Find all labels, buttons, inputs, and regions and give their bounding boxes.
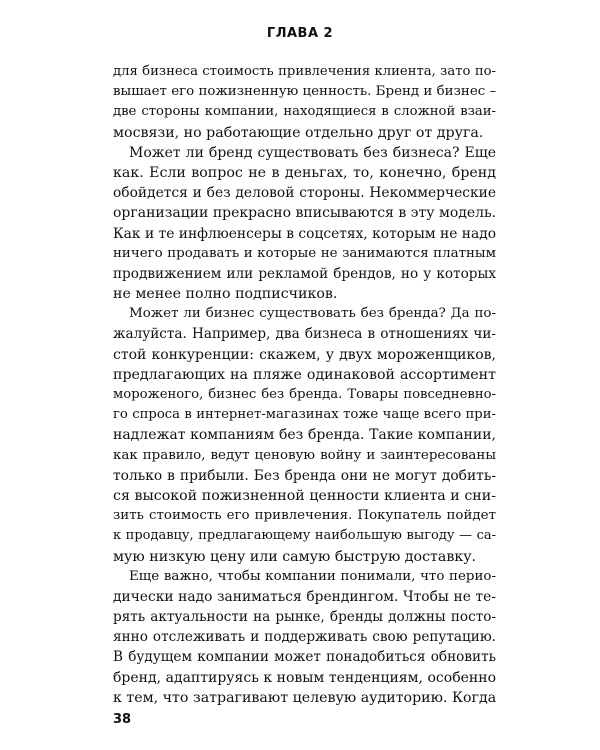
text-line: как. Если вопрос не в деньгах, то, конечно, бренд [113, 164, 496, 181]
text-line: обойдется и без деловой стороны. Некоммерческие [113, 185, 496, 202]
text-line: надлежат компаниям без бренда. Такие компании, [113, 427, 496, 444]
text-line: организации прекрасно вписываются в эту модель. [113, 205, 497, 222]
paragraph-4 [113, 567, 496, 708]
text-line: янно отслеживать и поддерживать свою репутацию. [113, 629, 496, 646]
text-line: дически надо заниматься брендингом. Чтобы не те- [113, 588, 496, 605]
text-line: только в прибыли. Без бренда они не могут добить- [113, 467, 496, 484]
text-line: рять актуальности на рынке, бренды должны посто- [113, 609, 496, 626]
paragraph-2 [113, 143, 496, 305]
page-body [113, 62, 496, 708]
text-line: зить стоимость его привлечения. Покупатель пойдет [113, 508, 496, 524]
text-line: Может ли бренд существовать без бизнеса? Еще [129, 144, 496, 161]
text-line: жалуйста. Например, два бизнеса в отношениях чи- [113, 326, 496, 343]
text-line: для бизнеса стоимость привлечения клиента, зато по- [113, 64, 496, 79]
text-line: продвижением или рекламой брендов, но у которых [113, 265, 496, 282]
text-line: две стороны компании, находящиеся в сложной взаи- [113, 104, 496, 120]
text-line: мосвязи, но работающие отдельно друг от друга. [113, 124, 484, 141]
text-line: как правило, ведут ценовую войну и заинтересованы [113, 447, 496, 463]
paragraph-3 [113, 304, 496, 566]
text-line: го спроса в интернет-магазинах тоже чаще всего при- [113, 407, 496, 423]
text-line: вышает его пожизненную ценность. Бренд и бизнес – [113, 84, 497, 100]
paragraph-1 [113, 62, 496, 143]
text-line: к тем, что затрагивают целевую аудиторию. Когда [113, 689, 497, 706]
text-line: ся высокой пожизненной ценности клиента и сни- [113, 487, 496, 504]
text-line: к продавцу, предлагающему наибольшую выгоду — са- [113, 528, 496, 544]
text-line: бренд, адаптируясь к новым тенденциям, особенно [113, 669, 496, 686]
text-line: ничего продавать и которые не занимаются платным [113, 245, 496, 261]
text-line: В будущем компании может понадобиться обновить [113, 649, 496, 666]
text-line: мую низкую цену или самую быструю доставку. [113, 548, 477, 565]
page-number: 38 [113, 712, 132, 727]
text-line: мороженого, бизнес без бренда. Товары повседневно- [113, 387, 496, 402]
text-line: Еще важно, чтобы компании понимали, что перио- [129, 568, 496, 584]
text-line: стой конкуренции: скажем, у двух мороженщиков, [113, 346, 496, 363]
text-line: предлагающих на пляже одинаковой ассортимент [113, 366, 496, 383]
text-line: Как и те инфлюенсеры в соцсетях, которым не надо [113, 225, 496, 242]
text-line: не менее полно подписчиков. [113, 286, 338, 303]
chapter-heading: ГЛАВА 2 [266, 26, 334, 41]
text-line: Может ли бизнес существовать без бренда? Да по- [129, 306, 496, 322]
